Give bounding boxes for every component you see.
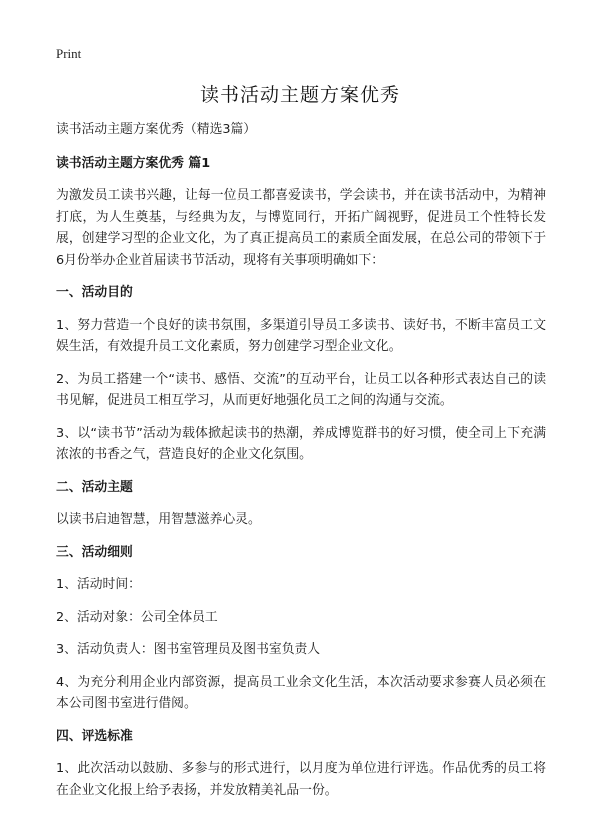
section-heading-theme: 二、活动主题 bbox=[56, 479, 133, 495]
section-heading-purpose: 一、活动目的 bbox=[56, 285, 133, 300]
document-body bbox=[56, 119, 546, 812]
print-link[interactable]: Print bbox=[56, 46, 82, 61]
section-heading-criteria: 四、评选标准 bbox=[56, 728, 133, 744]
document-title: 读书活动主题方案优秀 bbox=[199, 84, 400, 106]
paragraph: 3、活动负责人：图书室管理员及图书室负责人 bbox=[56, 642, 321, 657]
paragraph: 1、此次活动以鼓励、多参与的形式进行，以月度为单位进行评选。作品优秀的员工将在企业文化报上给予表扬，并发放精美礼品一份。 bbox=[56, 761, 546, 798]
paragraph: 4、为充分利用企业内部资源，提高员工业余文化生活，本次活动要求参赛人员必须在本公司图书室进行借阅。 bbox=[56, 674, 546, 711]
document-subtitle: 读书活动主题方案优秀（精选3篇） bbox=[56, 122, 257, 137]
paragraph: 2、活动对象：公司全体员工 bbox=[56, 609, 218, 625]
intro-paragraph: 为激发员工读书兴趣，让每一位员工都喜爱读书，学会读书，并在读书活动中，为精神打底，为人生奠基，与经典为友，与博览同行，开拓广阔视野，促进员工个性特长发展，创建学习型的企业文化，为了真正提高员工的素质全面发展，在总公司的带领下于6月份举办企业首届读书节活动，现将有关事项明确如下： bbox=[56, 188, 546, 268]
paragraph: 1、活动时间： bbox=[56, 577, 141, 592]
section-heading-details: 三、活动细则 bbox=[56, 544, 133, 560]
paragraph: 3、以“读书节”活动为载体掀起读书的热潮，养成博览群书的好习惯，使全司上下充满浓浓的书香之气，营造良好的企业文化氛围。 bbox=[56, 425, 546, 462]
article-heading: 读书活动主题方案优秀 篇1 bbox=[56, 155, 211, 171]
paragraph: 2、为员工搭建一个“读书、感悟、交流”的互动平台，让员工以各种形式表达自己的读书见解，促进员工相互学习，从而更好地强化员工之间的沟通与交流。 bbox=[56, 371, 546, 408]
paragraph: 1、努力营造一个良好的读书氛围，多渠道引导员工多读书、读好书，不断丰富员工文娱生活，有效提升员工文化素质，努力创建学习型企业文化。 bbox=[56, 317, 546, 354]
paragraph: 以读书启迪智慧，用智慧滋养心灵。 bbox=[56, 512, 261, 527]
